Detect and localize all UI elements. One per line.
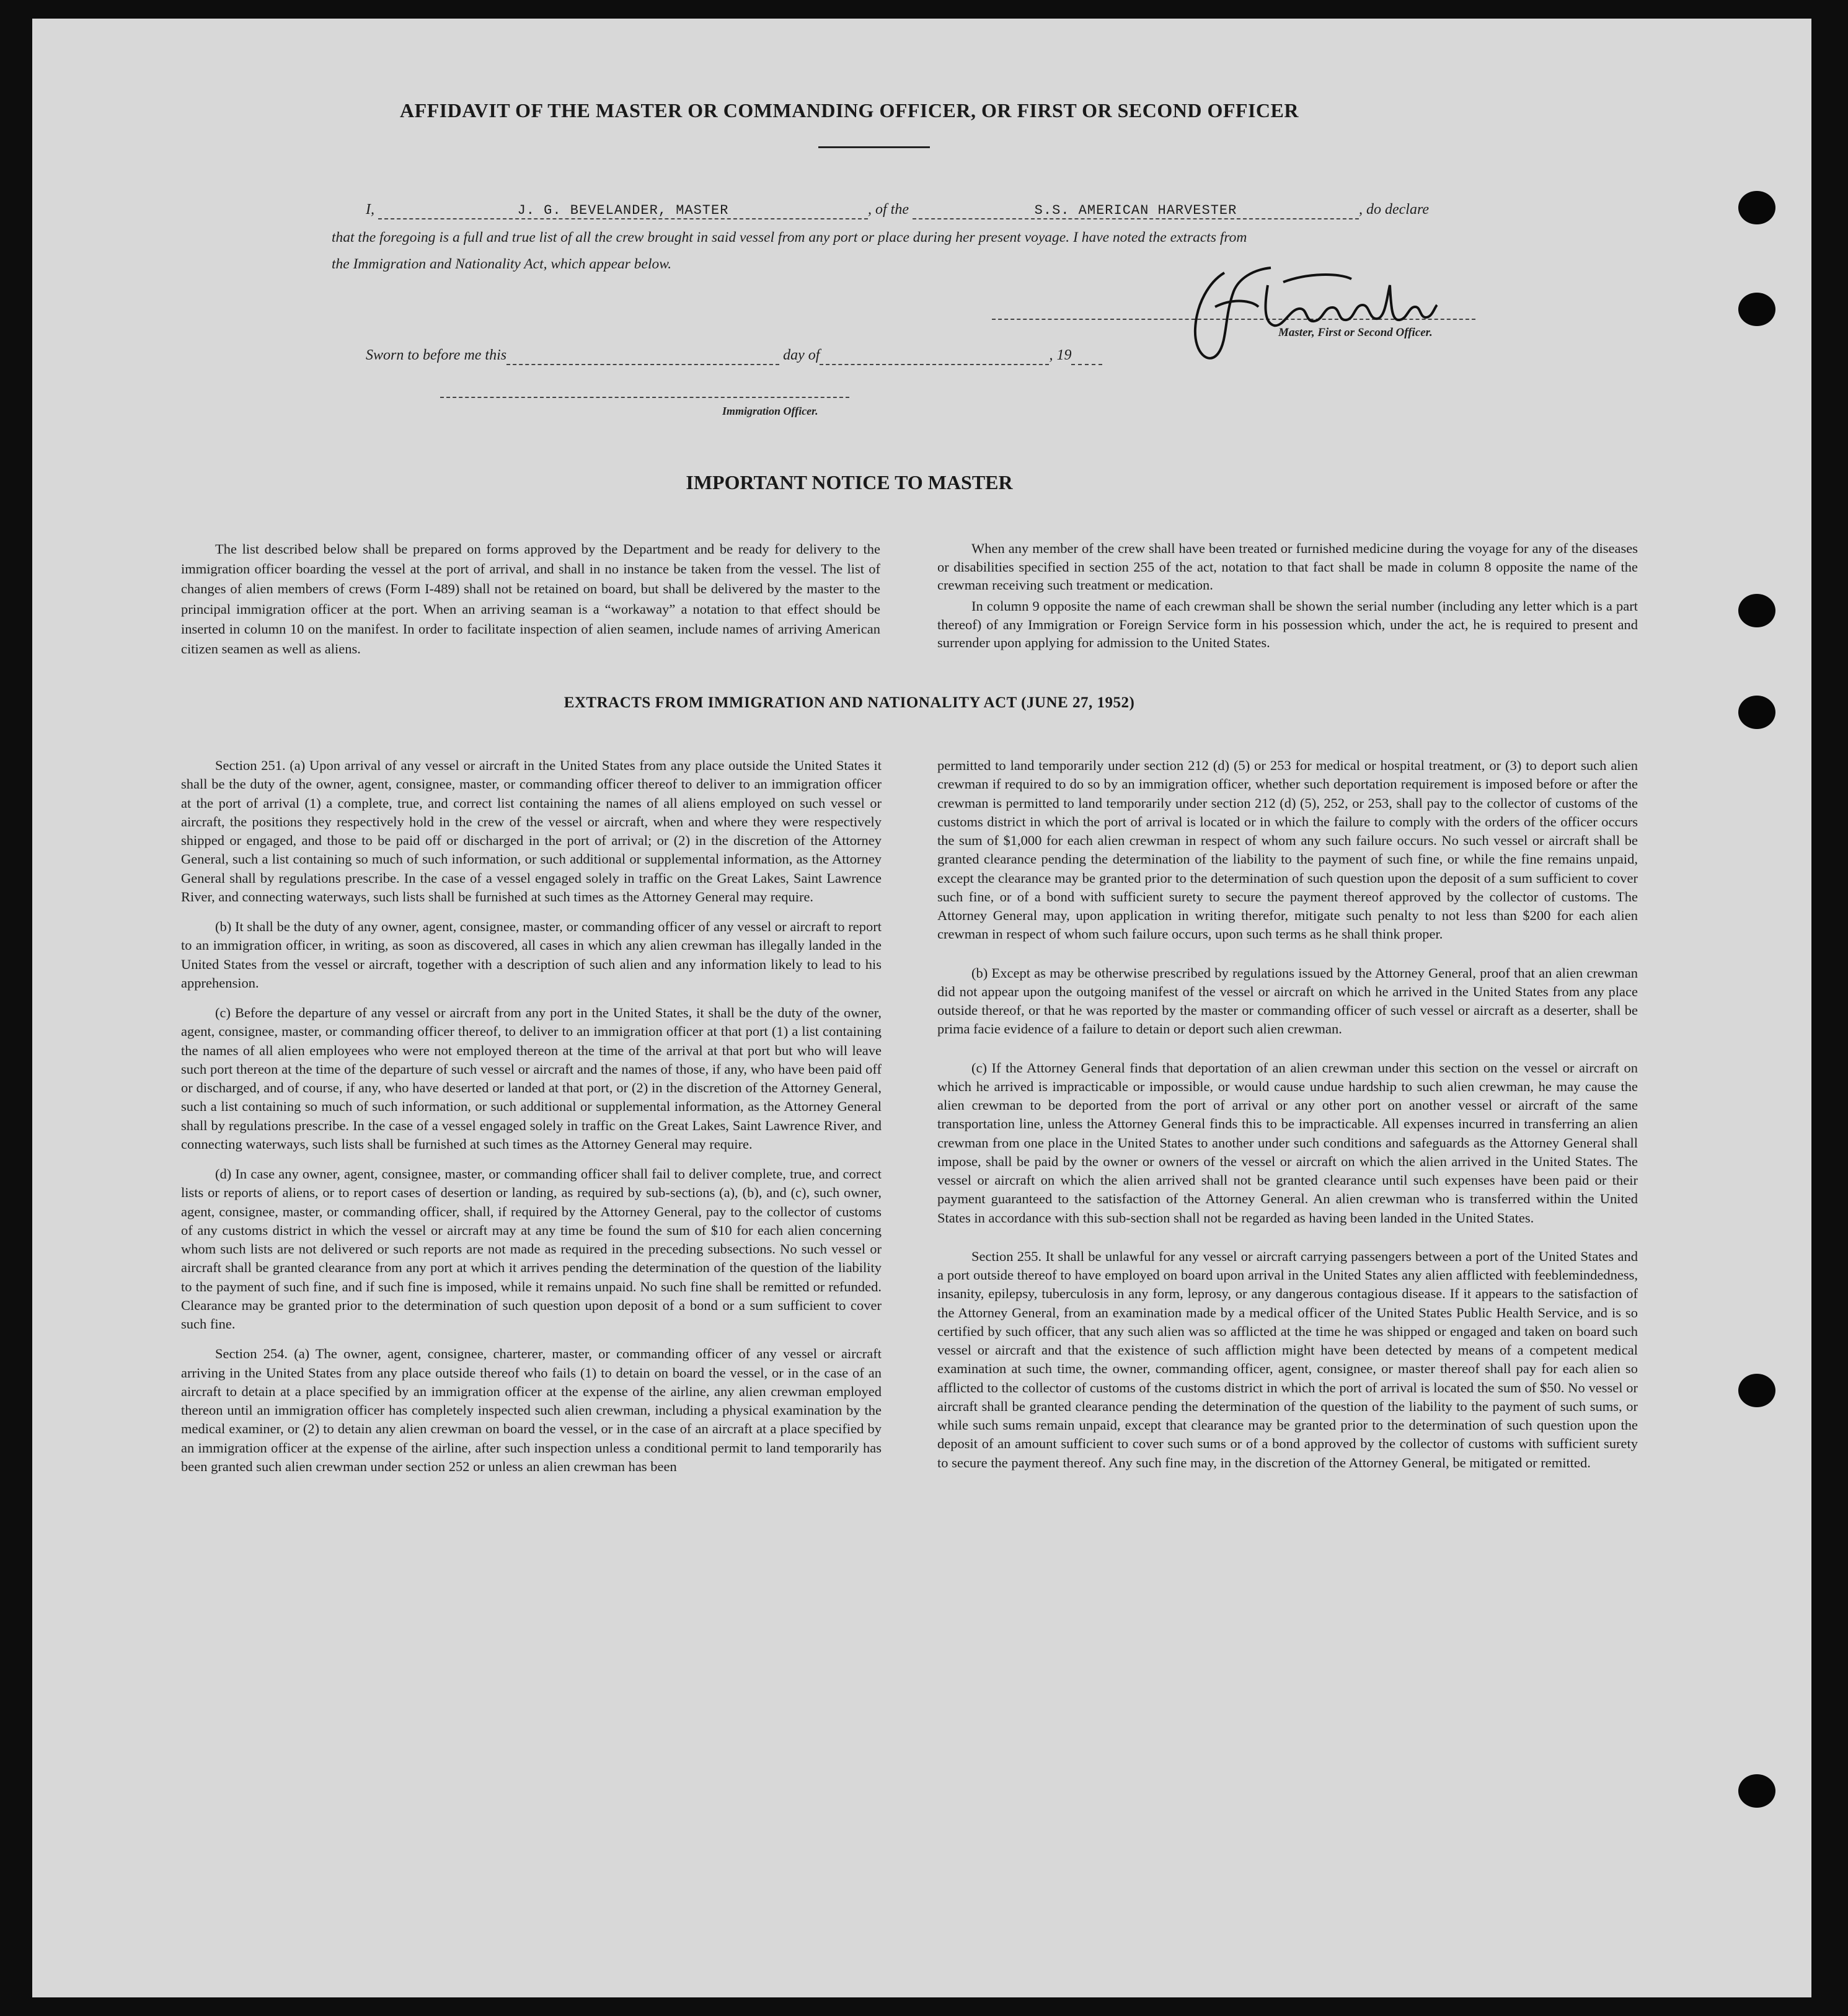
- binder-hole-1: [1738, 191, 1775, 224]
- notice-left-paragraph: The list described below shall be prepared on forms approved by the Department and be ready for delivery to the immigration officer boarding the vessel at the port of arrival, and shall in no instance be taken from the vessel. The list of changes of alien members of crews (Form I-489) shall not be retained on board, but shall be delivered by the master to the principal immigration officer at the port. When an arriving seaman is a “workaway” a notation to that effect should be inserted in column 10 on the manifest. In order to facilitate inspection of alien seamen, include names of arriving American citizen seamen as well as aliens.: [181, 541, 880, 657]
- vessel-name-field[interactable]: S.S. AMERICAN HARVESTER: [913, 203, 1359, 219]
- immigration-officer-line: [440, 397, 849, 398]
- affidavit-title: AFFIDAVIT OF THE MASTER OR COMMANDING OFFICER, OR FIRST OR SECOND OFFICER: [400, 99, 1299, 122]
- notice-left-column: [181, 539, 880, 670]
- extracts-right-column: [937, 756, 1638, 1483]
- section-251-c: (c) Before the departure of any vessel or aircraft from any port in the United States, it shall be the duty of the owner, agent, consignee, master, or commanding officer thereof, to deliver to an immigration officer at that port (1) a list containing the names of all alien employees who were not employed thereon at the time of the arrival at that port but who will leave such port thereon at the time of the departure of such vessel or aircraft and the names of those, if any, who have been paid off or discharged, and of course, if any, who have deserted or landed at that port, or (2) in the discretion of the Attorney General, such a list containing so much of such information, or such additional or supplemental information, as the Attorney General shall by regulations prescribe. In the case of a vessel engaged solely in traffic on the Great Lakes, Saint Lawrence River, and connecting waterways, such lists shall be furnished at such times as the Attorney General may require.: [181, 1005, 882, 1152]
- section-254-c: (c) If the Attorney General finds that deportation of an alien crewman under this section on the vessel or aircraft on which he arrived is impracticable or impossible, or would cause undue hardship to such alien crewman, he may cause the alien crewman to be deported from the port of arrival or any other port on another vessel or aircraft of the same transportation line, unless the Attorney General finds this to be impracticable. All expenses incurred in transferring an alien crewman from one place in the United States to another under such conditions and safeguards as the Attorney General shall impose, shall be paid by the owner or owners of the vessel or aircraft on which the alien arrived in the United States. The vessel or aircraft on which the alien arrived shall not be granted clearance until such expenses have been paid or their payment guaranteed to the satisfaction of the Attorney General. An alien crewman who is transferred within the United States in accordance with this sub-section shall not be regarded as having been landed in the United States.: [937, 1059, 1638, 1226]
- master-name-field[interactable]: J. G. BEVELANDER, MASTER: [378, 203, 868, 219]
- sworn-year-field[interactable]: [1071, 348, 1102, 365]
- declaration-line-1: that the foregoing is a full and true list of all the crew brought in said vessel from any port or place during her present voyage. I have noted the extracts from: [332, 229, 1247, 245]
- notice-right-paragraph-1: When any member of the crew shall have been treated or furnished medicine during the voyage for any of the diseases or disabilities specified in section 255 of the act, notation to that fact shall be made in column 8 opposite the name of the crewman receiving such treatment or medication.: [937, 541, 1638, 593]
- sworn-label: Sworn to before me this: [366, 347, 507, 363]
- sworn-month-field[interactable]: [820, 348, 1049, 365]
- section-254-a-continued: permitted to land temporarily under section 212 (d) (5) or 253 for medical or hospital treatment, or (3) to deport such alien crewman if required to do so by an immigration officer, whether such deportation requirement is imposed before or after the crewman is permitted to land temporarily under section 212 (d) (5), 252, or 253, shall pay to the collector of customs of the customs district in which the port of arrival is located or in which the failure to comply with the orders of the officer occurs the sum of $1,000 for each alien crewman in respect of whom any such failure occurs. No such vessel or aircraft shall be granted clearance pending the determination of the liability to the payment of such fine, or while the fine remains unpaid, except the clearance may be granted prior to the determination of such question upon the deposit of a sum sufficient to cover such fine, or of a bond with sufficient surety to secure the payment thereof approved by the collector of customs. The Attorney General may, upon application in writing therefor, mitigate such penalty to not less than $200 for each alien crewman in respect of whom such failure occurs, upon such terms as he shall think proper.: [937, 758, 1638, 942]
- sworn-line: [366, 347, 1102, 365]
- section-251-a: Section 251. (a) Upon arrival of any vessel or aircraft in the United States from any place outside the United States it shall be the duty of the owner, agent, consignee, master, or commanding officer thereof to deliver to an immigration officer at the port of arrival (1) a complete, true, and correct list containing the names of all aliens employed on such vessel or aircraft, the positions they respectively hold in the crew of the vessel or aircraft, when and where they were respectively shipped or engaged, and those to be paid off or discharged in the port of arrival; or (2) in the discretion of the Attorney General, such a list containing so much of such information, or such additional or supplemental information, as the Attorney General shall by regulations prescribe. In the case of a vessel engaged solely in traffic on the Great Lakes, Saint Lawrence River, and connecting waterways, such lists shall be furnished at such times as the Attorney General may require.: [181, 758, 882, 904]
- binder-hole-3: [1738, 594, 1775, 627]
- notice-right-column: [937, 539, 1638, 663]
- day-of-label: day of: [783, 347, 820, 363]
- section-255: Section 255. It shall be unlawful for any vessel or aircraft carrying passengers between a port of the United States and a port outside thereof to have employed on board upon arrival in the United States any alien afflicted with feeblemindedness, insanity, epilepsy, tuberculosis in any form, leprosy, or any dangerous contagious disease. If it appears to the satisfaction of the Attorney General, from an examination made by a medical officer of the United States Public Health Service, and is so certified by such officer, that any such alien was so afflicted at the time he was shipped or engaged and taken on board such vessel or aircraft and that the existence of such affliction might have been detected by means of a competent medical examination at such time, the owner, commanding officer, agent, consignee, or master thereof shall pay for each alien so afflicted to the collector of customs of the customs district in which the port of arrival is located the sum of $50. No vessel or aircraft shall be granted clearance pending the determination of the question of the liability to the payment of such sums, or while such sums remain unpaid, except that clearance may be granted prior to the determination of such question upon the deposit of an amount sufficient to cover such sums or of a bond approved by the collector of customs with sufficient surety to secure the payment thereof. Any such fine may, in the discretion of the Attorney General, be mitigated or remitted.: [937, 1248, 1638, 1470]
- i-label: I,: [366, 201, 374, 218]
- section-251-b: (b) It shall be the duty of any owner, agent, consignee, master, or commanding officer of any vessel or aircraft to report to an immigration officer, in writing, as soon as discovered, all cases in which any alien crewman has illegally landed in the United States from the vessel or aircraft, together with a description of such alien and any information likely to lead to his apprehension.: [181, 919, 882, 991]
- notice-title: IMPORTANT NOTICE TO MASTER: [686, 471, 1013, 493]
- sworn-day-field[interactable]: [506, 348, 779, 365]
- declaration-first-line: [366, 201, 1429, 219]
- binder-hole-6: [1738, 1774, 1775, 1808]
- section-251-d: (d) In case any owner, agent, consignee, master, or commanding officer shall fail to deliver complete, true, and correct lists or reports of aliens, or to report cases of desertion or landing, as required by sub-sections (a), (b), and (c), such owner, agent, consignee, master, or commanding officer, shall, if required by the Attorney General, pay to the collector of customs of any customs district in which the vessel or aircraft may at any time be found the sum of $10 for each alien concerning whom such lists are not delivered or such reports are not made as required in the preceding subsections. No such vessel or aircraft shall be granted clearance from any port at which it arrives pending the determination of the question of the liability to the payment of such fine, and if such fine is imposed, while it remains unpaid. No such fine shall be remitted or refunded. Clearance may be granted prior to the determination of such question upon deposit of a bond or a sum sufficient to cover such fine.: [181, 1166, 882, 1332]
- of-the-label: , of the: [868, 201, 909, 218]
- handwritten-signature: [1165, 248, 1438, 372]
- binder-hole-2: [1738, 293, 1775, 326]
- signature-caption: Master, First or Second Officer.: [1278, 326, 1433, 339]
- immigration-officer-caption: Immigration Officer.: [722, 405, 818, 417]
- extracts-title: EXTRACTS FROM IMMIGRATION AND NATIONALITY ACT (JUNE 27, 1952): [564, 694, 1135, 711]
- notice-right-paragraph-2: In column 9 opposite the name of each crewman shall be shown the serial number (including any letter which is a part thereof) of any Immigration or Foreign Service form in his possession which, under the act, he is required to present and surrender upon applying for admission to the United States.: [937, 598, 1638, 651]
- do-declare-label: , do declare: [1359, 201, 1430, 218]
- binder-hole-5: [1738, 1374, 1775, 1407]
- year-label: , 19: [1049, 347, 1072, 363]
- extracts-left-column: [181, 756, 882, 1487]
- binder-hole-4: [1738, 696, 1775, 729]
- declaration-line-2: the Immigration and Nationality Act, which appear below.: [332, 256, 672, 272]
- section-254-b: (b) Except as may be otherwise prescribed by regulations issued by the Attorney General, proof that an alien crewman did not appear upon the outgoing manifest of the vessel or aircraft on which he arrived in the United States from any place outside thereof, or that he was reported by the master or commanding officer of such vessel or aircraft as a deserter, shall be prima facie evidence of a failure to detain or deport such alien crewman.: [937, 965, 1638, 1037]
- title-divider: [818, 146, 930, 148]
- section-254-a: Section 254. (a) The owner, agent, consignee, charterer, master, or commanding officer of any vessel or aircraft arriving in the United States from any place outside thereof who fails (1) to detain on board the vessel, or in the case of an aircraft to detain at a place specified by an immigration officer at the expense of the airline, any alien crewman employed thereon until an immigration officer has completely inspected such alien crewman, including a physical examination by the medical examiner, or (2) to detain any alien crewman on board the vessel, or in the case of an aircraft at a place specified by an immigration officer at the expense of the airline, after such inspection unless a conditional permit to land temporarily has been granted such alien crewman under section 252 or unless an alien crewman has been: [181, 1346, 882, 1474]
